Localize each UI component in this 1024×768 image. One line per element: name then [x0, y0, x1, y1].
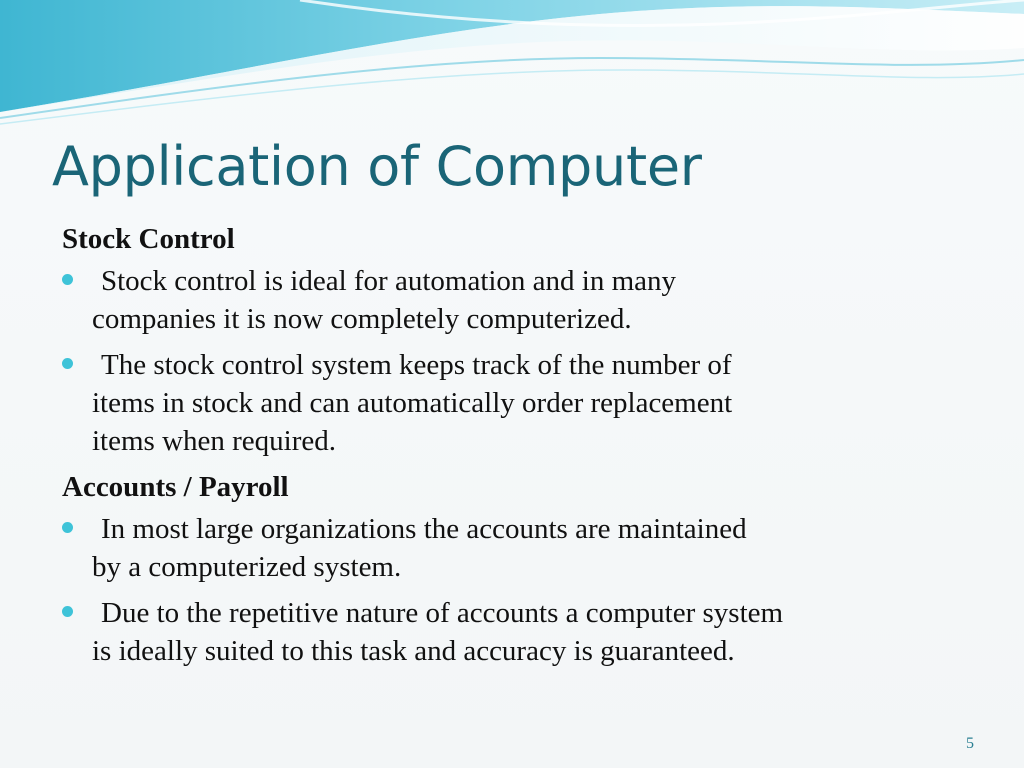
slide-number: 5 [966, 735, 974, 752]
section-heading-accounts-payroll: Accounts / Payroll [62, 471, 289, 503]
bullet-text-line: companies it is now completely computerized. [92, 303, 632, 335]
bullet-icon [62, 358, 73, 369]
bullet-text-line: items in stock and can automatically order replacement [92, 387, 733, 419]
bullet-text-line: by a computerized system. [92, 551, 402, 583]
bullet-text-line: items when required. [92, 425, 337, 457]
bullet-text-line: is ideally suited to this task and accuracy is guaranteed. [92, 635, 735, 667]
bullet-icon [62, 522, 73, 533]
bullet-text-line: Stock control is ideal for automation and in many [101, 265, 677, 297]
bullet-icon [62, 606, 73, 617]
bullet-item [62, 346, 982, 460]
bullet-icon [62, 274, 73, 285]
bullet-text-line: In most large organizations the accounts are maintained [101, 513, 747, 545]
bullet-item [62, 594, 982, 670]
slide-content [62, 220, 982, 678]
slide-title: Application of Computer [52, 135, 702, 198]
bullet-item [62, 262, 982, 338]
header-wave-decoration [0, 0, 1024, 130]
section-heading-stock-control: Stock Control [62, 223, 235, 255]
bullet-item [62, 510, 982, 586]
bullet-text-line: The stock control system keeps track of the number of [101, 349, 732, 381]
bullet-text-line: Due to the repetitive nature of accounts a computer system [101, 597, 784, 629]
